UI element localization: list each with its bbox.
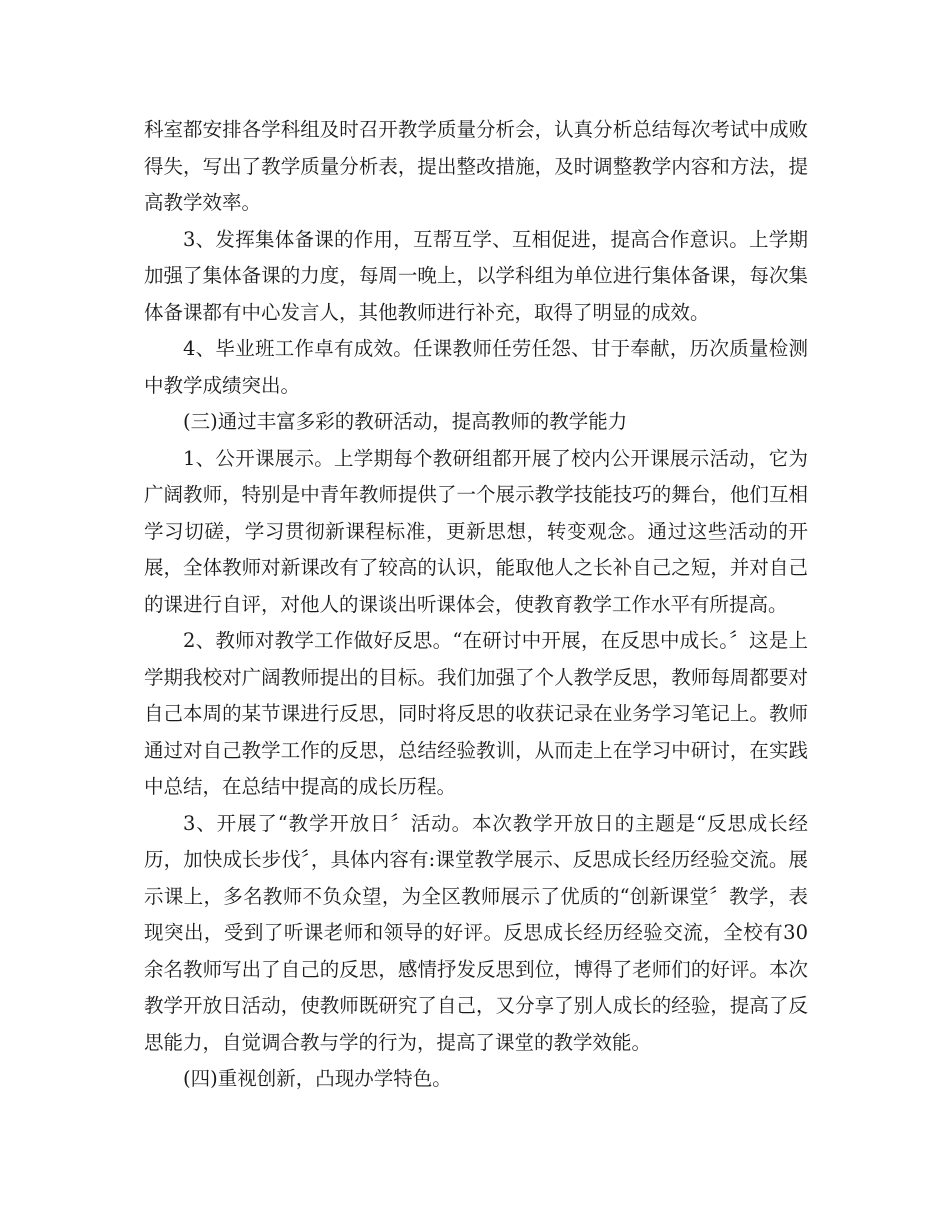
document-body xyxy=(144,112,808,1098)
paragraph-teacher-reflection: 2、教师对教学工作做好反思。“在研讨中开展，在反思中成长。〞这是上学期我校对广阔教师提出的目标。我们加强了个人教学反思，教师每周都要对自己本周的某节课进行反思，同时将反思的收获记录在业务学习笔记上。教师通过对自己教学工作的反思，总结经验教训，从而走上在学习中研讨，在实践中总结，在总结中提高的成长历程。 xyxy=(144,629,808,798)
paragraph-continuation: 科室都安排各学科组及时召开教学质量分析会，认真分析总结每次考试中成败得失，写出了教学质量分析表，提出整改措施，及时调整教学内容和方法，提高教学效率。 xyxy=(144,118,808,214)
paragraph-collective-lesson-prep: 3、发挥集体备课的作用，互帮互学、互相促进，提高合作意识。上学期加强了集体备课的力度，每周一晚上，以学科组为单位进行集体备课，每次集体备课都有中心发言人，其他教师进行补充，取得了明显的成效。 xyxy=(144,227,808,324)
paragraph-open-class: 1、公开课展示。上学期每个教研组都开展了校内公开课展示活动，它为广阔教师，特别是中青年教师提供了一个展示教学技能技巧的舞台，他们互相学习切磋，学习贯彻新课程标准，更新思想，转变观念。通过这些活动的开展，全体教师对新课改有了较高的认识，能取他人之长补自己之短，并对自己的课进行自评，对他人的课谈出听课体会，使教育教学工作水平有所提高。 xyxy=(144,446,808,616)
paragraph-graduating-class: 4、毕业班工作卓有成效。任课教师任劳任怨、甘于奉献，历次质量检测中教学成绩突出。 xyxy=(144,337,808,397)
section-heading-innovation: (四)重视创新，凸现办学特色。 xyxy=(183,1067,452,1090)
paragraph-open-day: 3、开展了“教学开放日〞活动。本次教学开放日的主题是“反思成长经历，加快成长步伐〞，具体内容有:课堂教学展示、反思成长经历经验交流。展示课上，多名教师不负众望，为全区教师展示了优质的“创新课堂〞教学，表现突出，受到了听课老师和领导的好评。反思成长经历经验交流，全校有30余名教师写出了自己的反思，感情抒发反思到位，博得了老师们的好评。本次教学开放日活动，使教师既研究了自己，又分享了别人成长的经验，提高了反思能力，自觉调合教与学的行为，提高了课堂的教学效能。 xyxy=(144,811,808,1054)
section-heading-teaching-research: (三)通过丰富多彩的教研活动，提高教师的教学能力 xyxy=(183,410,628,433)
